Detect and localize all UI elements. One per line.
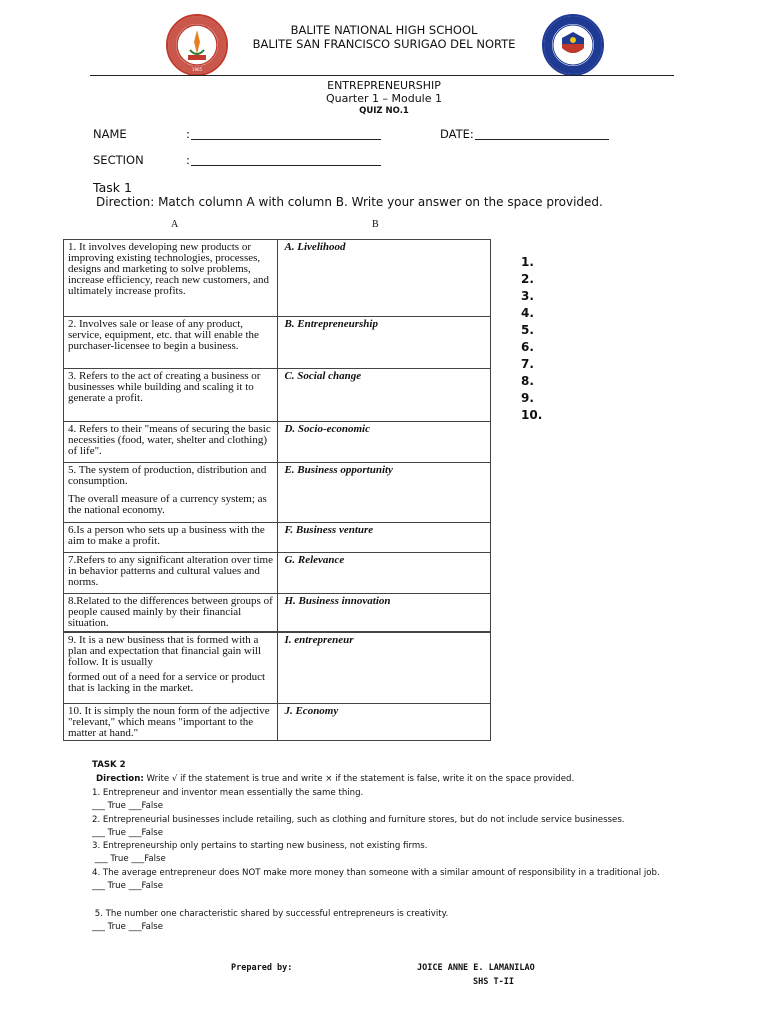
true-false-options[interactable]: ___ True ___False xyxy=(92,828,164,839)
column-b-cell: B. Entrepreneurship xyxy=(278,317,491,369)
statement-text: 5. The number one characteristic shared by successful entrepreneurs is creativity. xyxy=(92,909,449,919)
statement-text: 1. Entrepreneur and inventor mean essentially the same thing. xyxy=(92,788,364,798)
task2-label: TASK 2 xyxy=(92,760,126,770)
seal-year: 1965 xyxy=(191,67,203,72)
matching-table xyxy=(63,239,491,632)
table-row xyxy=(64,594,491,632)
answer-slot[interactable]: 9. xyxy=(521,391,534,405)
statement-text-continued: formed out of a need for a service or product that is lacking in the market. xyxy=(68,671,266,694)
statement-text: 1. It involves developing new products or improving existing technologies, processes, designs and marketing to solve problems, increase efficiency, reach new customers, and ultimately increase profits. xyxy=(68,241,269,297)
prepared-by-label: Prepared by: xyxy=(231,963,293,973)
statement-text: 10. It is simply the noun form of the adjective "relevant," which means "important to the matter at hand." xyxy=(68,705,270,739)
statement-text: 8.Related to the differences between groups of people caused mainly by their financial situation. xyxy=(68,595,273,629)
table-row xyxy=(64,704,491,741)
column-b-cell: F. Business venture xyxy=(278,523,491,553)
quiz-title: QUIZ NO.1 xyxy=(359,106,409,116)
answer-slot[interactable]: 8. xyxy=(521,374,534,388)
preparer-role: SHS T-II xyxy=(473,977,514,987)
subject-title: ENTREPRENEURSHIP xyxy=(327,79,441,92)
column-a-cell xyxy=(64,704,278,741)
task2-item-2 xyxy=(92,814,625,841)
statement-text: 2. Entrepreneurial businesses include retailing, such as clothing and furniture stores, but do not include service businesses. xyxy=(92,815,625,825)
table-row xyxy=(64,240,491,317)
table-row xyxy=(64,523,491,553)
school-address: BALITE SAN FRANCISCO SURIGAO DEL NORTE xyxy=(252,37,516,51)
statement-text: 5. The system of production, distribution and consumption. xyxy=(68,464,267,487)
answer-slot[interactable]: 7. xyxy=(521,357,534,371)
column-a-cell xyxy=(64,594,278,632)
true-false-options[interactable]: ___ True ___False xyxy=(92,922,164,933)
column-a-cell xyxy=(64,463,278,523)
section-blank-line[interactable] xyxy=(191,165,381,166)
column-a-cell xyxy=(64,240,278,317)
column-b-cell: D. Socio-economic xyxy=(278,422,491,463)
column-b-cell: G. Relevance xyxy=(278,553,491,594)
task1-label: Task 1 xyxy=(93,180,132,195)
column-a-cell xyxy=(64,369,278,422)
column-a-cell xyxy=(64,553,278,594)
table-row xyxy=(64,553,491,594)
column-a-header: A xyxy=(171,219,179,230)
table-row xyxy=(64,317,491,369)
column-a-cell xyxy=(64,422,278,463)
school-name: BALITE NATIONAL HIGH SCHOOL xyxy=(290,23,478,37)
name-colon: : xyxy=(186,127,190,141)
true-false-options[interactable]: ___ True ___False xyxy=(92,801,164,812)
section-label: SECTION xyxy=(93,153,144,167)
column-b-cell: I. entrepreneur xyxy=(278,633,491,704)
column-a-cell xyxy=(64,633,278,704)
date-label: DATE: xyxy=(440,127,474,141)
column-a-cell xyxy=(64,523,278,553)
name-label: NAME xyxy=(93,127,127,141)
task2-item-5 xyxy=(92,908,448,935)
answer-slot[interactable]: 5. xyxy=(521,323,534,337)
direction-text: Write √ if the statement is true and write × if the statement is false, write it on the space provided. xyxy=(143,774,575,784)
answer-slot[interactable]: 2. xyxy=(521,272,534,286)
task2-direction xyxy=(92,773,574,786)
statement-text: 4. Refers to their "means of securing the basic necessities (food, water, shelter and clothing) of life". xyxy=(68,423,271,457)
true-false-options[interactable]: ___ True ___False xyxy=(92,881,164,892)
statement-text: 3. Refers to the act of creating a business or businesses while building and scaling it to generate a profit. xyxy=(68,370,261,404)
statement-text: 9. It is a new business that is formed with a plan and expectation that financial gain will follow. It is usually xyxy=(68,634,262,668)
task2-item-1 xyxy=(92,787,363,814)
column-b-cell: H. Business innovation xyxy=(278,594,491,632)
statement-text: 4. The average entrepreneur does NOT make more money than someone with a similar amount of responsibility in a traditional job. xyxy=(92,868,660,878)
column-b-cell: C. Social change xyxy=(278,369,491,422)
table-row xyxy=(64,633,491,704)
table-row xyxy=(64,463,491,523)
column-a-cell xyxy=(64,317,278,369)
table-row xyxy=(64,422,491,463)
answer-slot[interactable]: 6. xyxy=(521,340,534,354)
direction-label: Direction: xyxy=(96,774,144,784)
header-rule xyxy=(90,75,674,76)
column-b-header: B xyxy=(372,219,379,230)
statement-text: 2. Involves sale or lease of any product, service, equipment, etc. that will enable the purchaser-licensee to begin a business. xyxy=(68,318,259,352)
statement-text: 6.Is a person who sets up a business with the aim to make a profit. xyxy=(68,524,265,547)
task2-item-4 xyxy=(92,867,682,894)
answer-list xyxy=(521,254,542,424)
column-b-cell: J. Economy xyxy=(278,704,491,741)
answer-slot[interactable]: 10. xyxy=(521,408,543,422)
answer-slot[interactable]: 3. xyxy=(521,289,534,303)
statement-text-continued: The overall measure of a currency system; as the national economy. xyxy=(68,493,267,516)
answer-slot[interactable]: 1. xyxy=(521,255,534,269)
column-b-cell: A. Livelihood xyxy=(278,240,491,317)
answer-slot[interactable]: 4. xyxy=(521,306,534,320)
task2-item-3 xyxy=(92,840,427,867)
matching-table-continued xyxy=(63,632,491,741)
statement-text: 7.Refers to any significant alteration over time in behavior patterns and cultural values and norms. xyxy=(68,554,273,588)
date-blank-line[interactable] xyxy=(475,139,609,140)
task1-direction: Direction: Match column A with column B. Write your answer on the space provided. xyxy=(96,195,603,209)
module-title: Quarter 1 – Module 1 xyxy=(326,92,442,105)
preparer-name: JOICE ANNE E. LAMANILAO xyxy=(417,963,535,973)
column-b-cell: E. Business opportunity xyxy=(278,463,491,523)
statement-text: 3. Entrepreneurship only pertains to starting new business, not existing firms. xyxy=(92,841,428,851)
name-blank-line[interactable] xyxy=(191,139,381,140)
true-false-options[interactable]: ___ True ___False xyxy=(92,854,166,865)
section-colon: : xyxy=(186,153,190,167)
table-row xyxy=(64,369,491,422)
